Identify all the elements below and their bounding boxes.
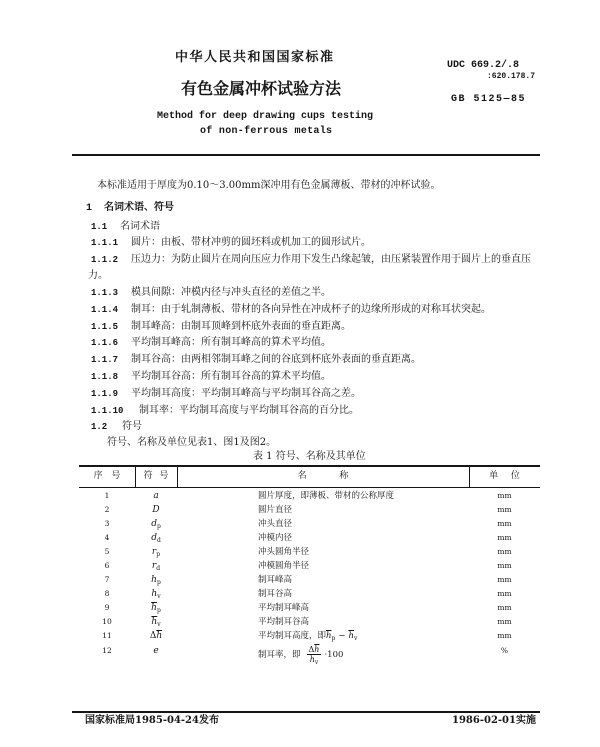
ratio-fraction [307, 645, 322, 664]
row-name: 冲头直径 [258, 519, 293, 529]
row-name: 制耳峰高 [258, 575, 293, 585]
row-symbol [135, 560, 177, 572]
table-row [79, 616, 540, 628]
row-unit: mm [497, 631, 512, 640]
effective-date: 1986-02-01实施 [452, 715, 536, 726]
symbol-subscript: p [156, 579, 161, 586]
term-1-1-3 [91, 287, 331, 299]
row-symbol [135, 645, 177, 657]
row-number: 2 [104, 505, 110, 514]
row-number: 8 [104, 589, 110, 598]
section-number: 1.2 [91, 422, 108, 432]
symbol-base: D [152, 505, 160, 515]
fraction-denominator [307, 655, 322, 664]
term-1-1-2-continuation: 力。 [88, 270, 108, 281]
row-name: 平均制耳峰高 [258, 603, 310, 613]
minus-operator: − [338, 631, 346, 641]
row-name-text: 平均制耳高度，即 [258, 631, 327, 641]
row-unit: mm [497, 491, 512, 500]
symbol-subscript: v [353, 635, 358, 642]
row-number: 12 [102, 646, 112, 655]
symbol-subscript: p [156, 607, 161, 614]
column-header-unit: 单 位 [489, 471, 520, 481]
table-top-rule [79, 465, 540, 467]
issuing-country-line: 中华人民共和国国家标准 [175, 50, 335, 65]
row-unit: mm [497, 533, 512, 542]
term-1-1-4 [91, 304, 491, 316]
term-definition: 制耳率：平均制耳高度与平均制耳谷高的百分比。 [139, 405, 359, 416]
column-header-number: 序 号 [93, 471, 121, 481]
symbol-base: a [153, 491, 159, 501]
symbol-subscript: v [157, 593, 161, 600]
row-symbol [135, 504, 177, 516]
clause-number: 1.1.9 [91, 389, 119, 399]
term-definition: 平均制耳峰高：所有制耳峰高的算术平均值。 [131, 337, 331, 348]
row-symbol [135, 616, 177, 628]
delta-symbol: Δ [149, 631, 157, 641]
row-unit: mm [497, 505, 512, 514]
row-name: 平均制耳谷高 [258, 617, 310, 627]
term-1-1-7 [91, 354, 421, 366]
row-symbol [135, 518, 177, 530]
symbol-base: e [153, 646, 159, 656]
section-number: 1.1 [91, 222, 108, 232]
row-number: 3 [104, 519, 110, 528]
row-unit: mm [497, 547, 512, 556]
symbol-subscript: v [157, 621, 161, 628]
symbol-subscript: p [156, 551, 161, 558]
row-unit: % [500, 646, 509, 655]
document-title-english-line1: Method for deep drawing cups testing [157, 111, 374, 122]
row-number: 7 [104, 575, 110, 584]
section-heading-1-1 [91, 221, 160, 233]
term-definition: 制耳峰高：由制耳顶峰到杯底外表面的垂直距离。 [131, 321, 351, 332]
row-symbol [135, 630, 177, 642]
row-number: 11 [102, 631, 112, 640]
row-name: 冲模内径 [258, 533, 293, 543]
row-symbol [135, 532, 177, 544]
table-header-rule [79, 487, 540, 488]
term-definition: 制耳：由于轧制薄板、带材的各向异性在冲成杯子的边缘所形成的对称耳状突起。 [131, 304, 491, 315]
symbol-base: $\overline{h}$ [326, 631, 332, 641]
table-row [79, 630, 540, 642]
term-definition: 压边力：为防止圆片在周向压应力作用下发生凸缘起皱，由压紧装置作用于圆片上的垂直压 [131, 254, 531, 265]
term-1-1-1 [91, 237, 371, 249]
row-name [258, 630, 357, 642]
term-definition: 模具间隙：冲模内径与冲头直径的差值之半。 [131, 287, 331, 298]
footer-rule [72, 711, 540, 713]
symbol-subscript: d [156, 537, 161, 544]
row-name-text: 制耳率，即 [258, 650, 301, 660]
symbol-subscript: d [156, 565, 161, 572]
row-unit: mm [497, 561, 512, 570]
row-symbol [135, 602, 177, 614]
clause-number: 1.1.10 [91, 406, 124, 416]
section-title: 符号 [122, 421, 142, 432]
symbol-base: $\overline{h}$ [348, 631, 354, 641]
symbol-base: $\overline{h}$ [151, 617, 158, 627]
delta-symbol: Δ [308, 645, 315, 654]
row-name: 制耳谷高 [258, 589, 293, 599]
row-number: 10 [102, 617, 112, 626]
row-symbol [135, 546, 177, 558]
term-1-1-9 [91, 388, 361, 400]
symbol-base: r [151, 561, 157, 571]
term-definition: 圆片：由板、带材冲剪的圆坯料或机加工的圆形试片。 [131, 237, 371, 248]
symbol-base: d [151, 533, 157, 543]
symbol-base: d [151, 519, 157, 529]
clause-number: 1.1.5 [91, 322, 119, 332]
section-number: 1 [86, 203, 93, 214]
table-row [79, 588, 540, 600]
table-row [79, 560, 540, 572]
table-row [79, 546, 540, 558]
section-title: 名词术语、符号 [104, 202, 174, 213]
column-header-symbol: 符 号 [143, 471, 169, 481]
row-number: 5 [104, 547, 110, 556]
clause-number: 1.1.6 [91, 338, 119, 348]
column-header-name: 名 称 [297, 471, 349, 481]
symbol-subscript: v [314, 659, 319, 666]
term-definition: 平均制耳高度：平均制耳峰高与平均制耳谷高之差。 [131, 388, 361, 399]
symbol-base: $\overline{h}$ [309, 655, 315, 664]
row-symbol [135, 574, 177, 586]
row-number: 6 [104, 561, 110, 570]
document-title-english-line2: of non-ferrous metals [200, 126, 333, 137]
table-row [79, 532, 540, 544]
row-name: 圆片厚度，即薄板、带材的公称厚度 [258, 491, 395, 501]
clause-number: 1.1.7 [91, 355, 119, 365]
row-number: 9 [104, 603, 110, 612]
fraction-numerator [307, 645, 322, 655]
percent-multiplier: ·100 [324, 650, 344, 660]
row-unit: mm [497, 617, 512, 626]
clause-number: 1.1.2 [91, 255, 119, 265]
term-definition: 平均制耳谷高：所有制耳谷高的算术平均值。 [131, 371, 331, 382]
section-title: 名词术语 [120, 221, 160, 232]
symbol-subscript: p [156, 523, 161, 530]
row-unit: mm [497, 575, 512, 584]
table-row [79, 504, 540, 516]
clause-number: 1.1.3 [91, 288, 119, 298]
row-name [258, 645, 343, 664]
symbol-base: h [151, 589, 158, 599]
row-unit: mm [497, 603, 512, 612]
difference-formula [326, 631, 357, 641]
row-number: 1 [104, 491, 110, 500]
row-name: 冲模圆角半径 [258, 561, 310, 571]
table-row [79, 490, 540, 502]
symbols-reference-note: 符号、名称及单位见表1、图1及图2。 [107, 437, 277, 448]
udc-code-secondary: :620.178.7 [487, 72, 536, 81]
udc-code: UDC 669.2/.8 [447, 60, 520, 71]
symbol-subscript: p [331, 635, 336, 642]
header-rule [72, 154, 540, 156]
clause-number: 1.1.4 [91, 305, 119, 315]
section-heading-1 [86, 202, 174, 215]
row-symbol [135, 490, 177, 502]
document-title-chinese: 有色金属冲杯试验方法 [181, 79, 342, 98]
table-row [79, 518, 540, 530]
issue-date: 国家标准局1985-04-24发布 [85, 715, 219, 726]
table-caption: 表 1 符号、名称及其单位 [253, 451, 366, 462]
symbol-base: $\overline{h}$ [151, 603, 157, 613]
symbol-base: h [151, 575, 157, 585]
standard-number: GB 5125—85 [451, 94, 527, 105]
section-heading-1-2 [91, 421, 142, 433]
table-row [79, 645, 540, 666]
term-1-1-10 [91, 405, 359, 417]
row-name: 冲头圆角半径 [258, 547, 310, 557]
clause-number: 1.1.8 [91, 372, 119, 382]
table-row [79, 574, 540, 586]
term-1-1-6 [91, 337, 331, 349]
term-1-1-8 [91, 371, 331, 383]
row-name: 圆片直径 [258, 505, 293, 515]
clause-number: 1.1.1 [91, 238, 119, 248]
table-row [79, 602, 540, 614]
symbol-base: r [151, 547, 157, 557]
term-1-1-2 [91, 254, 531, 266]
symbol-base: $\overline{h}$ [156, 631, 163, 641]
term-definition: 制耳谷高：由两相邻制耳峰之间的谷底到杯底外表面的垂直距离。 [131, 354, 421, 365]
scope-statement: 本标准适用于厚度为0.10～3.00mm深冲用有色金属薄板、带材的冲杯试验。 [97, 180, 441, 191]
row-symbol [135, 588, 177, 600]
row-unit: mm [497, 589, 512, 598]
row-number: 4 [104, 533, 110, 542]
term-1-1-5 [91, 321, 351, 333]
symbol-base: $\overline{h}$ [314, 645, 320, 654]
row-unit: mm [497, 519, 512, 528]
